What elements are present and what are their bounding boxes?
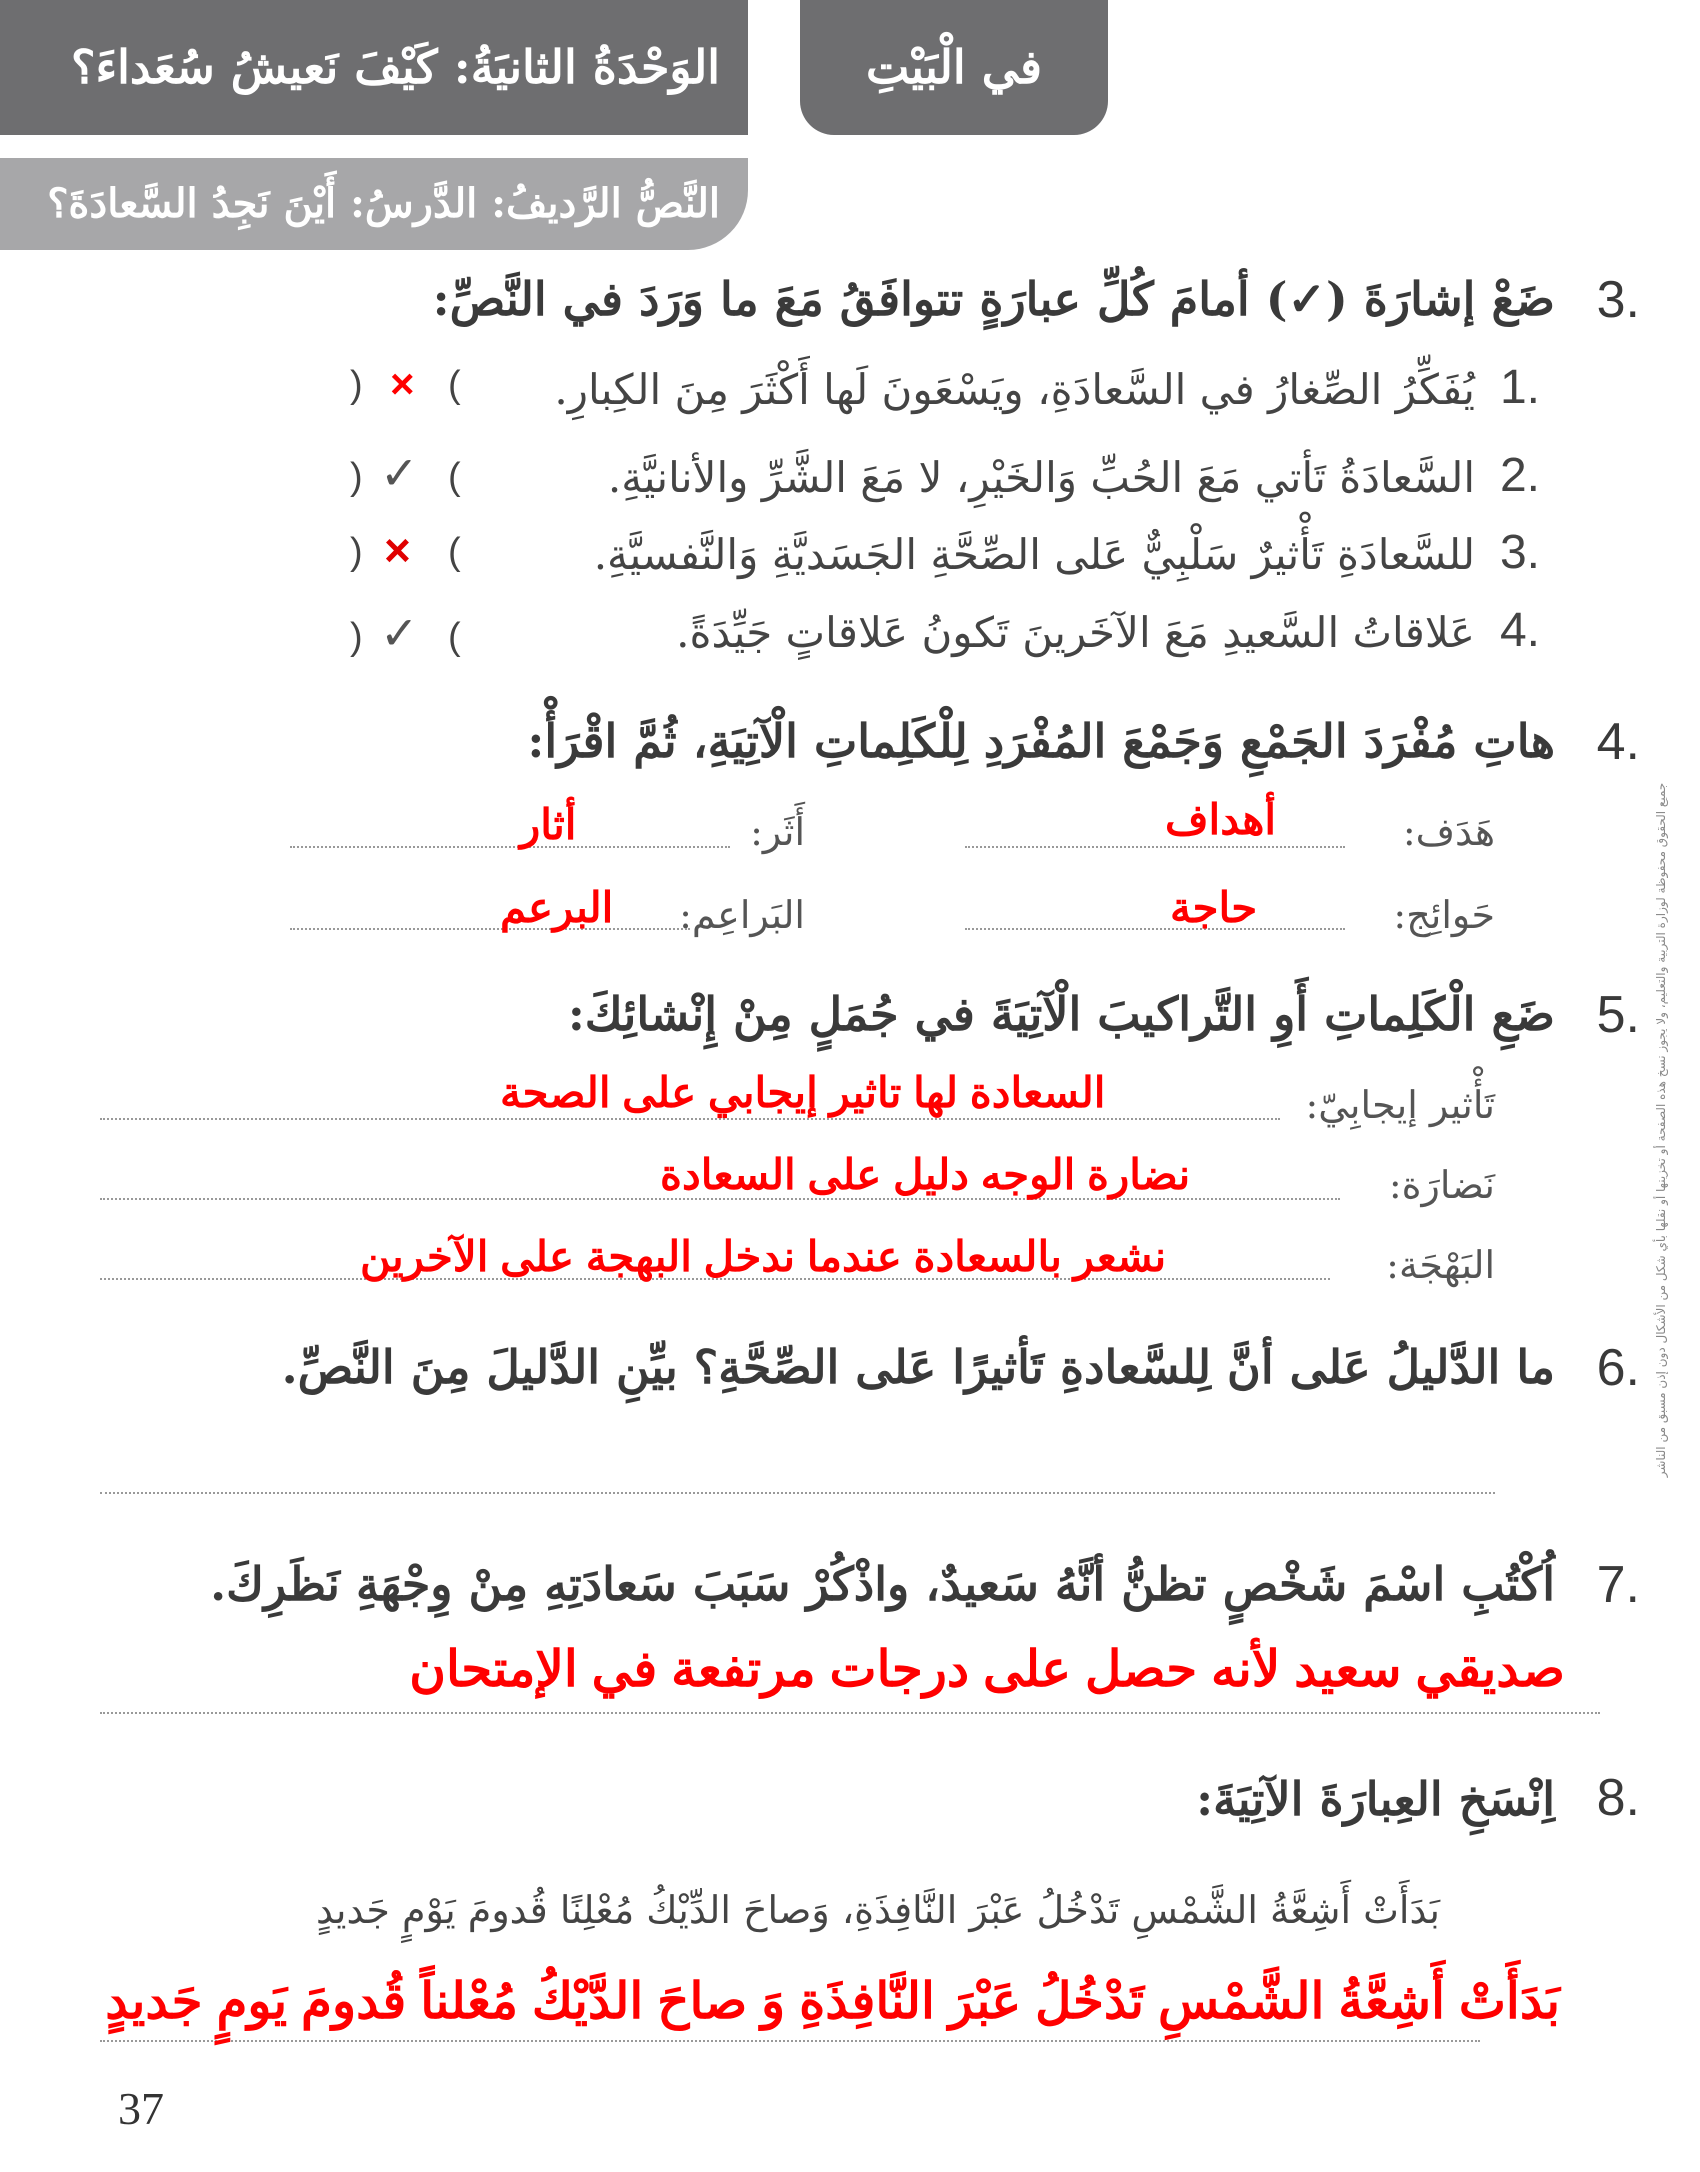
q4-answer-line-1[interactable] bbox=[965, 846, 1345, 848]
q7-answer-line[interactable] bbox=[100, 1712, 1600, 1714]
q3-prompt: ضَعْ إشارَةَ (✓) أمامَ كُلِّ عبارَةٍ تتوافَقُ مَعَ ما وَرَدَ في النَّصِّ: bbox=[432, 272, 1555, 326]
unit-title-tab bbox=[0, 0, 748, 135]
q4-label-2: أَثَر: bbox=[750, 810, 805, 854]
home-label: في الْبَيْتِ bbox=[865, 40, 1043, 94]
q7-number: 7. bbox=[1596, 1556, 1640, 1614]
q3-item-1-number: 1. bbox=[1499, 361, 1540, 414]
page-number: 37 bbox=[118, 2083, 164, 2134]
check-icon: ✓ bbox=[380, 446, 419, 500]
q5-label-3: البَهْجَة: bbox=[1386, 1243, 1495, 1287]
q3-item-4-text: عَلاقاتُ السَّعيدِ مَعَ الآخَرينَ تَكونُ عَلاقاتٍ جَيِّدَةً. bbox=[676, 608, 1475, 657]
q7-prompt: اُكْتُبِ اسْمَ شَخْصٍ تظنُّ أنَّهُ سَعيدٌ، واذْكُرْ سَبَبَ سَعادَتِهِ مِنْ وِجْهَةِ نَظَرِكَ. bbox=[210, 1557, 1555, 1611]
q5-number: 5. bbox=[1596, 986, 1640, 1044]
q4-answer-3: حاجة bbox=[1170, 884, 1258, 931]
q5-answer-3: نشعر بالسعادة عندما ندخل البهجة على الآخرين bbox=[360, 1233, 1167, 1280]
q8-answer-line[interactable] bbox=[100, 2040, 1480, 2042]
lesson-title: النَّصُّ الرَّديفُ: الدَّرسُ: أَيْنَ نَجِدُ السَّعادَةَ؟ bbox=[47, 180, 720, 227]
q4-answer-line-4[interactable] bbox=[290, 928, 690, 930]
q4-label-1: هَدَف: bbox=[1402, 810, 1495, 854]
q5-answer-line-1[interactable] bbox=[100, 1118, 1280, 1120]
q3-item-3-text: للسَّعادَةِ تَأْثيرٌ سَلْبِيٌّ عَلى الصِّحَّةِ الجَسَديَّةِ وَالنَّفسيَّةِ. bbox=[593, 530, 1475, 579]
q6-number: 6. bbox=[1596, 1339, 1640, 1397]
q4-answer-1: أهداف bbox=[1165, 796, 1277, 843]
q8-number: 8. bbox=[1596, 1769, 1640, 1827]
q5-label-1: تَأْثير إيجابِيّ: bbox=[1305, 1083, 1495, 1127]
lesson-title-bar bbox=[0, 158, 748, 250]
q3-item-2-number: 2. bbox=[1499, 449, 1540, 502]
q8-sentence: بَدَأَتْ أَشِعَّةُ الشَّمْسِ تَدْخُلُ عَبْرَ النَّافِذَةِ، وَصاحَ الدِّيْكُ مُعْلِنًا قُدومَ يَوْمٍ جَديدٍ bbox=[315, 1888, 1440, 1932]
q4-answer-line-2[interactable] bbox=[290, 846, 730, 848]
cross-icon: × bbox=[390, 360, 415, 407]
copyright-text: جميع الحقوق محفوظة لوزارة التربية والتعليم، ولا يجوز نسخ هذه الصفحة أو تخزينها أو نقلها بأي شكل من الأشكال دون إذن مسبق من الناشر bbox=[1654, 782, 1668, 1478]
q4-label-3: حَوائِج: bbox=[1393, 893, 1495, 937]
cross-icon: × bbox=[384, 524, 411, 576]
q5-answer-1: السعادة لها تاثير إيجابي على الصحة bbox=[500, 1069, 1106, 1116]
home-tab bbox=[800, 0, 1108, 135]
q5-label-2: نَضارَة: bbox=[1388, 1163, 1495, 1207]
q3-item-1-text: يُفَكِّرُ الصِّغارُ في السَّعادَةِ، ويَسْعَونَ لَها أَكْثَرَ مِنَ الكِبارِ. bbox=[554, 365, 1475, 414]
q7-answer: صديقي سعيد لأنه حصل على درجات مرتفعة في الإمتحان bbox=[409, 1641, 1565, 1697]
q8-prompt: اِنْسَخِ العِبارَةَ الآتِيَةَ: bbox=[1196, 1772, 1555, 1826]
unit-title: الوَحْدَةُ الثانيَةُ: كَيْفَ نَعيشُ سُعَداءَ؟ bbox=[71, 40, 720, 94]
q8-answer: بَدَأَتْ أَشِعَّةُ الشَّمْسِ تَدْخُلُ عَبْرَ النَّافِذَةِ وَ صاحَ الدَّيْكُ مُعْلناً قُدومَ يَومٍ جَديدٍ bbox=[105, 1973, 1560, 2029]
q4-answer-2: أثار bbox=[520, 801, 577, 848]
q4-answer-line-3[interactable] bbox=[965, 928, 1345, 930]
q5-prompt: ضَعِ الْكَلِماتِ أَوِ التَّراكيبَ الْآتِيَةَ في جُمَلٍ مِنْ إِنْشائِكَ: bbox=[567, 987, 1555, 1041]
copyright-side-note bbox=[1646, 520, 1676, 1740]
q5-answer-2: نضارة الوجه دليل على السعادة bbox=[660, 1151, 1191, 1198]
q6-prompt: ما الدَّليلُ عَلى أنَّ لِلسَّعادةِ تَأثيرًا عَلى الصِّحَّةِ؟ بيِّنِ الدَّليلَ مِنَ النَّصِّ. bbox=[281, 1340, 1555, 1394]
q3-item-4-number: 4. bbox=[1499, 604, 1540, 657]
q3-item-3-number: 3. bbox=[1499, 526, 1540, 579]
q3-item-2-text: السَّعادَةُ تَأتي مَعَ الحُبِّ وَالخَيْرِ، لا مَعَ الشَّرِّ والأنانيَّةِ. bbox=[607, 453, 1475, 502]
q4-number: 4. bbox=[1596, 713, 1640, 771]
q4-answer-4: البرعم bbox=[500, 884, 614, 931]
q6-answer-line[interactable] bbox=[100, 1492, 1495, 1494]
q4-prompt: هاتِ مُفْرَدَ الجَمْعِ وَجَمْعَ المُفْرَدِ لِلْكَلِماتِ الْآتِيَةِ، ثُمَّ اقْرَأْ: bbox=[527, 714, 1555, 768]
check-icon: ✓ bbox=[380, 606, 419, 660]
q3-number: 3. bbox=[1596, 271, 1640, 329]
q4-label-4: البَراعِم: bbox=[679, 893, 805, 937]
